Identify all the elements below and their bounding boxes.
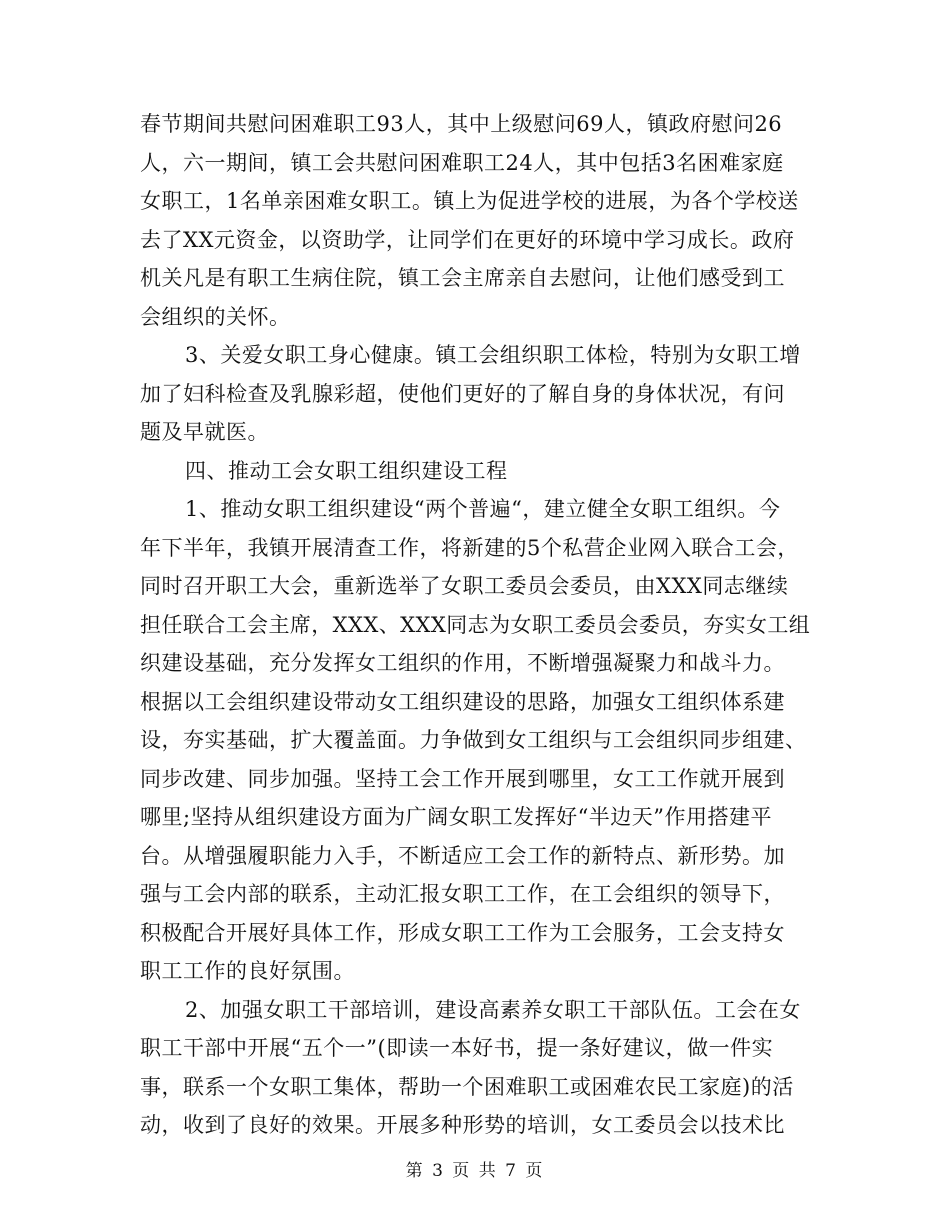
text-line: 女职工，1名单亲困难女职工。镇上为促进学校的进展，为各个学校送 (140, 189, 799, 213)
text-line: 根据以工会组织建设带动女工组织建设的思路，加强女工组织体系建 (140, 690, 785, 714)
text-line: 机关凡是有职工生病住院，镇工会主席亲自去慰问，让他们感受到工 (140, 266, 785, 290)
page-footer: 第 3 页 共 7 页 (405, 1161, 545, 1181)
text-line: 春节期间共慰问困难职工93人，其中上级慰问69人，镇政府慰问26 (140, 112, 783, 136)
text-line: 事，联系一个女职工集体，帮助一个困难职工或困难农民工家庭)的活 (140, 1075, 794, 1099)
text-line: 动，收到了良好的效果。开展多种形势的培训，女工委员会以技术比 (140, 1113, 785, 1137)
text-line: 强与工会内部的联系，主动汇报女职工工作，在工会组织的领导下， (140, 882, 785, 906)
text-line: 织建设基础，充分发挥女工组织的作用，不断增强凝聚力和战斗力。 (140, 651, 785, 675)
text-line: 台。从增强履职能力入手，不断适应工会工作的新特点、新形势。加 (140, 844, 785, 868)
text-line: 职工工作的良好氛围。 (140, 959, 355, 983)
section-heading: 四、推动工会女职工组织建设工程 (185, 459, 508, 483)
text-line: 职工干部中开展“五个一”(即读一本好书，提一条好建议，做一件实 (140, 1036, 774, 1060)
text-line: 担任联合工会主席，XXX、XXX同志为女职工委员会委员，夯实女工组 (140, 613, 811, 637)
text-line: 同步改建、同步加强。坚持工会工作开展到哪里，女工工作就开展到 (140, 767, 785, 791)
text-line: 1、推动女职工组织建设“两个普遍“，建立健全女职工组织。今 (185, 497, 781, 521)
text-line: 年下半年，我镇开展清查工作，将新建的5个私营企业网入联合工会， (140, 536, 799, 560)
text-line: 会组织的关怀。 (140, 305, 291, 329)
text-line: 积极配合开展好具体工作，形成女职工工作为工会服务，工会支持女 (140, 921, 785, 945)
text-line: 设，夯实基础，扩大覆盖面。力争做到女工组织与工会组织同步组建、 (140, 728, 807, 752)
text-line: 人，六一期间，镇工会共慰问困难职工24人，其中包括3名困难家庭 (140, 151, 784, 175)
text-line: 题及早就医。 (140, 420, 269, 444)
text-line: 3、关爱女职工身心健康。镇工会组织职工体检，特别为女职工增 (185, 343, 801, 367)
text-line: 2、加强女职工干部培训，建设高素养女职工干部队伍。工会在女 (185, 998, 801, 1022)
text-line: 同时召开职工大会，重新选举了女职工委员会委员，由XXX同志继续 (140, 574, 789, 598)
text-line: 去了XX元资金，以资助学，让同学们在更好的环境中学习成长。政府 (140, 228, 795, 252)
text-line: 哪里;坚持从组织建设方面为广阔女职工发挥好“半边天”作用搭建平 (140, 805, 773, 829)
text-line: 加了妇科检查及乳腺彩超，使他们更好的了解自身的身体状况，有问 (140, 382, 785, 406)
